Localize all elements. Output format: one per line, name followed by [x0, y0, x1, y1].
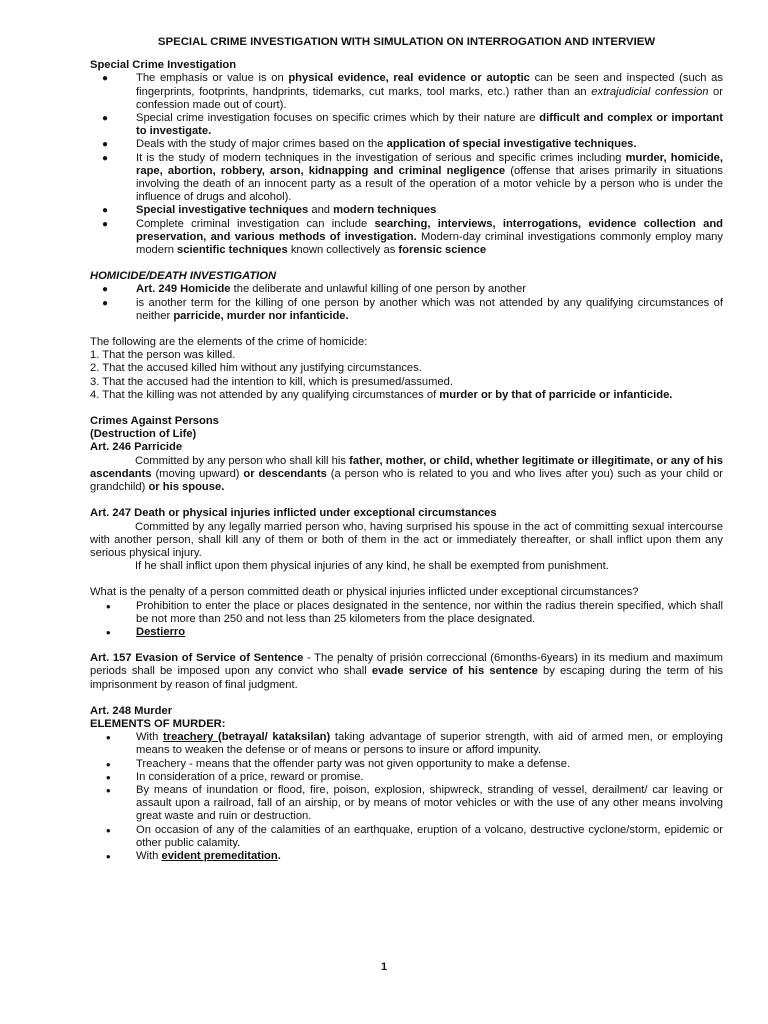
list-item: ● is another term for the killing of one person by another which was not attended by any qualifying circumstances of neither parricide, murder nor infanticide. — [90, 297, 723, 323]
document-body — [90, 36, 723, 863]
list-item: • Destierro — [90, 626, 723, 639]
element-item: 2. That the accused killed him without any justifying circumstances. — [90, 362, 422, 375]
section-heading-crimes-against-persons: Crimes Against Persons — [90, 415, 219, 428]
homicide-list — [90, 283, 723, 323]
list-item: • In consideration of a price, reward or promise. — [90, 771, 723, 784]
list-item: ● The emphasis or value is on physical evidence, real evidence or autoptic can be seen and inspected (such as fingerprints, footprints, handprints, tidemarks, cut marks, tool marks, etc.) rather than an extrajudicial confession or confession made out of court). — [90, 72, 723, 112]
special-crime-list — [90, 72, 723, 257]
art157-paragraph: Art. 157 Evasion of Service of Sentence - The penalty of prisión correccional (6months-6years) in its medium and maximum periods shall be imposed upon any convict who shall evade service of his sentence by escaping during the term of his imprisonment by reason of final judgment. — [90, 652, 724, 691]
list-item: ● Complete criminal investigation can include searching, interviews, interrogations, evidence collection and preservation, and various methods of investigation. Modern-day criminal investigations commonly employ many modern scientific techniques known collectively as forensic science — [90, 218, 723, 258]
list-item: ● Art. 249 Homicide the deliberate and unlawful killing of one person by another — [90, 283, 723, 296]
parricide-paragraph: Committed by any person who shall kill his father, mother, or child, whether legitimate or illegitimate, or any of his ascendants (moving upward) or descendants (a person who is related to you and who lives after you) such as your child or grandchild) or his spouse. — [90, 454, 723, 494]
list-item: • Treachery - means that the offender party was not given opportunity to make a defense. — [90, 758, 723, 771]
section-heading-homicide: HOMICIDE/DEATH INVESTIGATION — [90, 270, 277, 283]
art247-paragraph: If he shall inflict upon them physical injuries of any kind, he shall be exempted from punishment. — [135, 560, 609, 573]
list-item: ● Special crime investigation focuses on specific crimes which by their nature are difficult and complex or important to investigate. — [90, 112, 723, 138]
element-item: 1. That the person was killed. — [90, 349, 236, 362]
list-item: • On occasion of any of the calamities of an earthquake, eruption of a volcano, destructive cyclone/storm, epidemic or other public calamity. — [90, 824, 723, 850]
list-item: • With treachery (betrayal/ kataksilan) taking advantage of superior strength, with aid of armed men, or employing means to weaken the defense or of means or persons to insure or afford impunity. — [90, 731, 723, 757]
penalty-question: What is the penalty of a person committed death or physical injuries inflicted under exceptional circumstances? — [90, 586, 639, 599]
article-heading-247: Art. 247 Death or physical injuries inflicted under exceptional circumstances — [90, 507, 497, 520]
section-subheading: (Destruction of Life) — [90, 428, 197, 441]
article-heading-parricide: Art. 246 Parricide — [90, 441, 183, 454]
list-item: ● It is the study of modern techniques in the investigation of serious and specific crimes including murder, homicide, rape, abortion, robbery, arson, kidnapping and criminal negligence (offense that arises primarily in situations involving the death of an innocent party as a result of the operation of a motor vehicle by a person who is under the influence of drugs and alcohol). — [90, 152, 723, 205]
list-item: • Prohibition to enter the place or places designated in the sentence, nor within the radius therein specified, which shall be not more than 250 and not less than 25 kilometers from the place designated. — [90, 600, 723, 626]
section-heading-special-crime: Special Crime Investigation — [90, 59, 237, 72]
element-item: 4. That the killing was not attended by any qualifying circumstances of murder or by that of parricide or infanticide. — [90, 388, 673, 401]
section-heading-elements-of-murder: ELEMENTS OF MURDER: — [90, 717, 226, 730]
list-item: • By means of inundation or flood, fire, poison, explosion, shipwreck, stranding of vessel, derailment/ car leaving or assault upon a railroad, fall of an airship, or by means of motor vehicles or with the use of any other means involving great waste and ruin or destruction. — [90, 784, 723, 824]
page-number: 1 — [380, 961, 388, 973]
article-heading-murder: Art. 248 Murder — [90, 704, 173, 717]
list-item: ● Special investigative techniques and modern techniques — [90, 204, 723, 217]
element-item: 3. That the accused had the intention to kill, which is presumed/assumed. — [90, 375, 453, 388]
list-item: ● Deals with the study of major crimes based on the application of special investigative techniques. — [90, 138, 723, 151]
art247-paragraph: Committed by any legally married person who, having surprised his spouse in the act of committing sexual intercourse with another person, shall kill any of them or both of them in the act or immediately thereafter, or shall inflict upon them any serious physical injury. — [90, 520, 723, 559]
list-item: • With evident premeditation. — [90, 850, 723, 863]
murder-elements-list — [90, 731, 723, 863]
penalty-list — [90, 600, 723, 640]
elements-intro: The following are the elements of the crime of homicide: — [90, 336, 368, 349]
document-title: SPECIAL CRIME INVESTIGATION WITH SIMULATION ON INTERROGATION AND INTERVIEW — [157, 36, 656, 48]
